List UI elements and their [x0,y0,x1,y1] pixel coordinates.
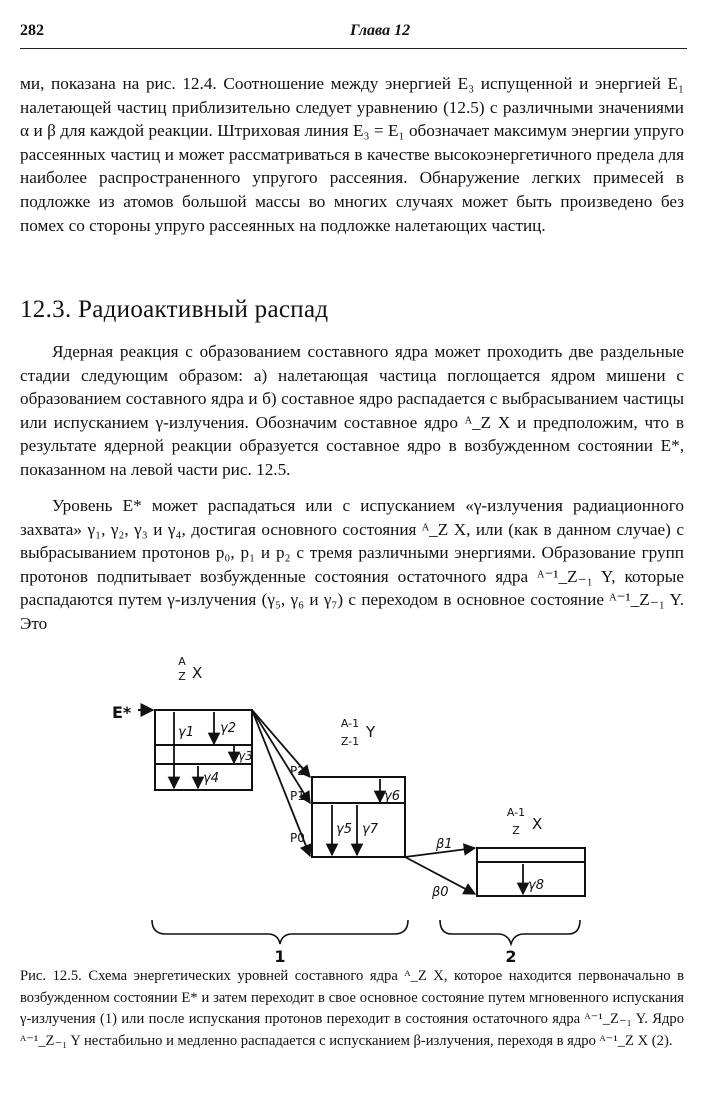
energy-level-diagram [0,640,711,970]
gamma4-label: γ4 [203,771,219,786]
gamma6-label: γ6 [384,789,400,804]
proton-p1-label: P1 [290,789,305,803]
nucleus-x-mass: A [178,655,186,668]
gamma5-label: γ5 [336,822,352,837]
paragraph-decay-levels: Уровень E* может распадаться или с испусканием «γ-излучения радиационного захвата» γ₁, γ₂, γ₃ и γ₄, достигая основного состояния ᴬ_Z X, или (как в данном случае) с выбрасыванием протонов p₀, p₁ и p₂ с тремя различными энергиями. Образование групп протонов подпитывает возбужденные состояния остаточного ядра ᴬ⁻¹_Z₋₁ Y, которые распадаются путем γ-излучения (γ₅, γ₆ и γ₇) с переходом в основное состояние ᴬ⁻¹_Z₋₁ Y. Это [20,496,684,633]
brace-group-2 [440,920,580,944]
nucleus-x-charge: Z [178,670,186,683]
chapter-title: Глава 12 [350,22,411,39]
proton-p2-label: P2 [290,764,305,778]
group-1-label: 1 [274,947,286,966]
nucleus-x2-charge: Z [512,824,520,837]
nucleus-x-symbol: X [192,664,203,682]
gamma1-label: γ1 [178,725,194,740]
nucleus-y-symbol: Y [366,723,376,741]
excited-state-label: E* [112,703,132,722]
nucleus-y-mass: A-1 [340,717,360,730]
brace-group-1 [152,920,408,944]
section-heading: 12.3. Радиоактивный распад [20,296,329,323]
running-header [20,22,687,44]
nucleus-x2-symbol: X [532,815,543,833]
gamma8-label: γ8 [528,878,544,893]
proton-p0-label: P0 [290,831,305,845]
beta0-label: β0 [432,885,449,900]
gamma7-label: γ7 [362,822,378,837]
figure-caption: Рис. 12.5. Схема энергетических уровней составного ядра ᴬ_Z X, которое находится первоначально в возбужденном состоянии E* и затем переходит в свое основное состояние путем мгновенного испускания γ-излучения (1) или после испускания протонов переходит в состояния остаточного ядра ᴬ⁻¹_Z₋₁ Y. Ядро ᴬ⁻¹_Z₋₁ Y нестабильно и медленно распадается с испусканием β-излучения, переходя в ядро ᴬ⁻¹_Z X (2). [20,968,684,1049]
nucleus-y-charge: Z-1 [340,735,360,748]
page-number: 282 [20,22,44,39]
paragraph-continuation: ми, показана на рис. 12.4. Соотношение между энергией E₃ испущенной и энергией E₁ налетающей частиц приблизительно следует уравнению (12.5) с различными значениями α и β для каждой реакции. Штриховая линия E₃ = E₁ обозначает максимум энергии упруго рассеянных частиц и может рассматриваться в качестве высокоэнергетичного предела для наиболее распространенного упругого рассеяния. Обнаружение легких примесей в подложке из атомов большой массы во многих случаях может быть произведено без помех со стороны упруго рассеянных на подложке налетающих частиц. [20,74,684,235]
gamma3-label: γ3 [238,749,253,763]
group-2-label: 2 [505,947,517,966]
header-rule [20,48,687,49]
nucleus-x2-mass: A-1 [506,806,526,819]
gamma2-label: γ2 [220,721,236,736]
beta1-label: β1 [436,837,453,852]
paragraph-compound-nucleus: Ядерная реакция с образованием составного ядра может проходить две раздельные стадии следующим образом: а) налетающая частица поглощается ядром мишени с образованием составного ядра и б) составное ядро распадается с выбрасыванием частицы или испусканием γ-излучения. Обозначим составное ядро ᴬ_Z X и предположим, что в результате ядерной реакции образуется составное ядро в возбужденном состоянии E*, показанном на левой части рис. 12.5. [20,342,684,479]
